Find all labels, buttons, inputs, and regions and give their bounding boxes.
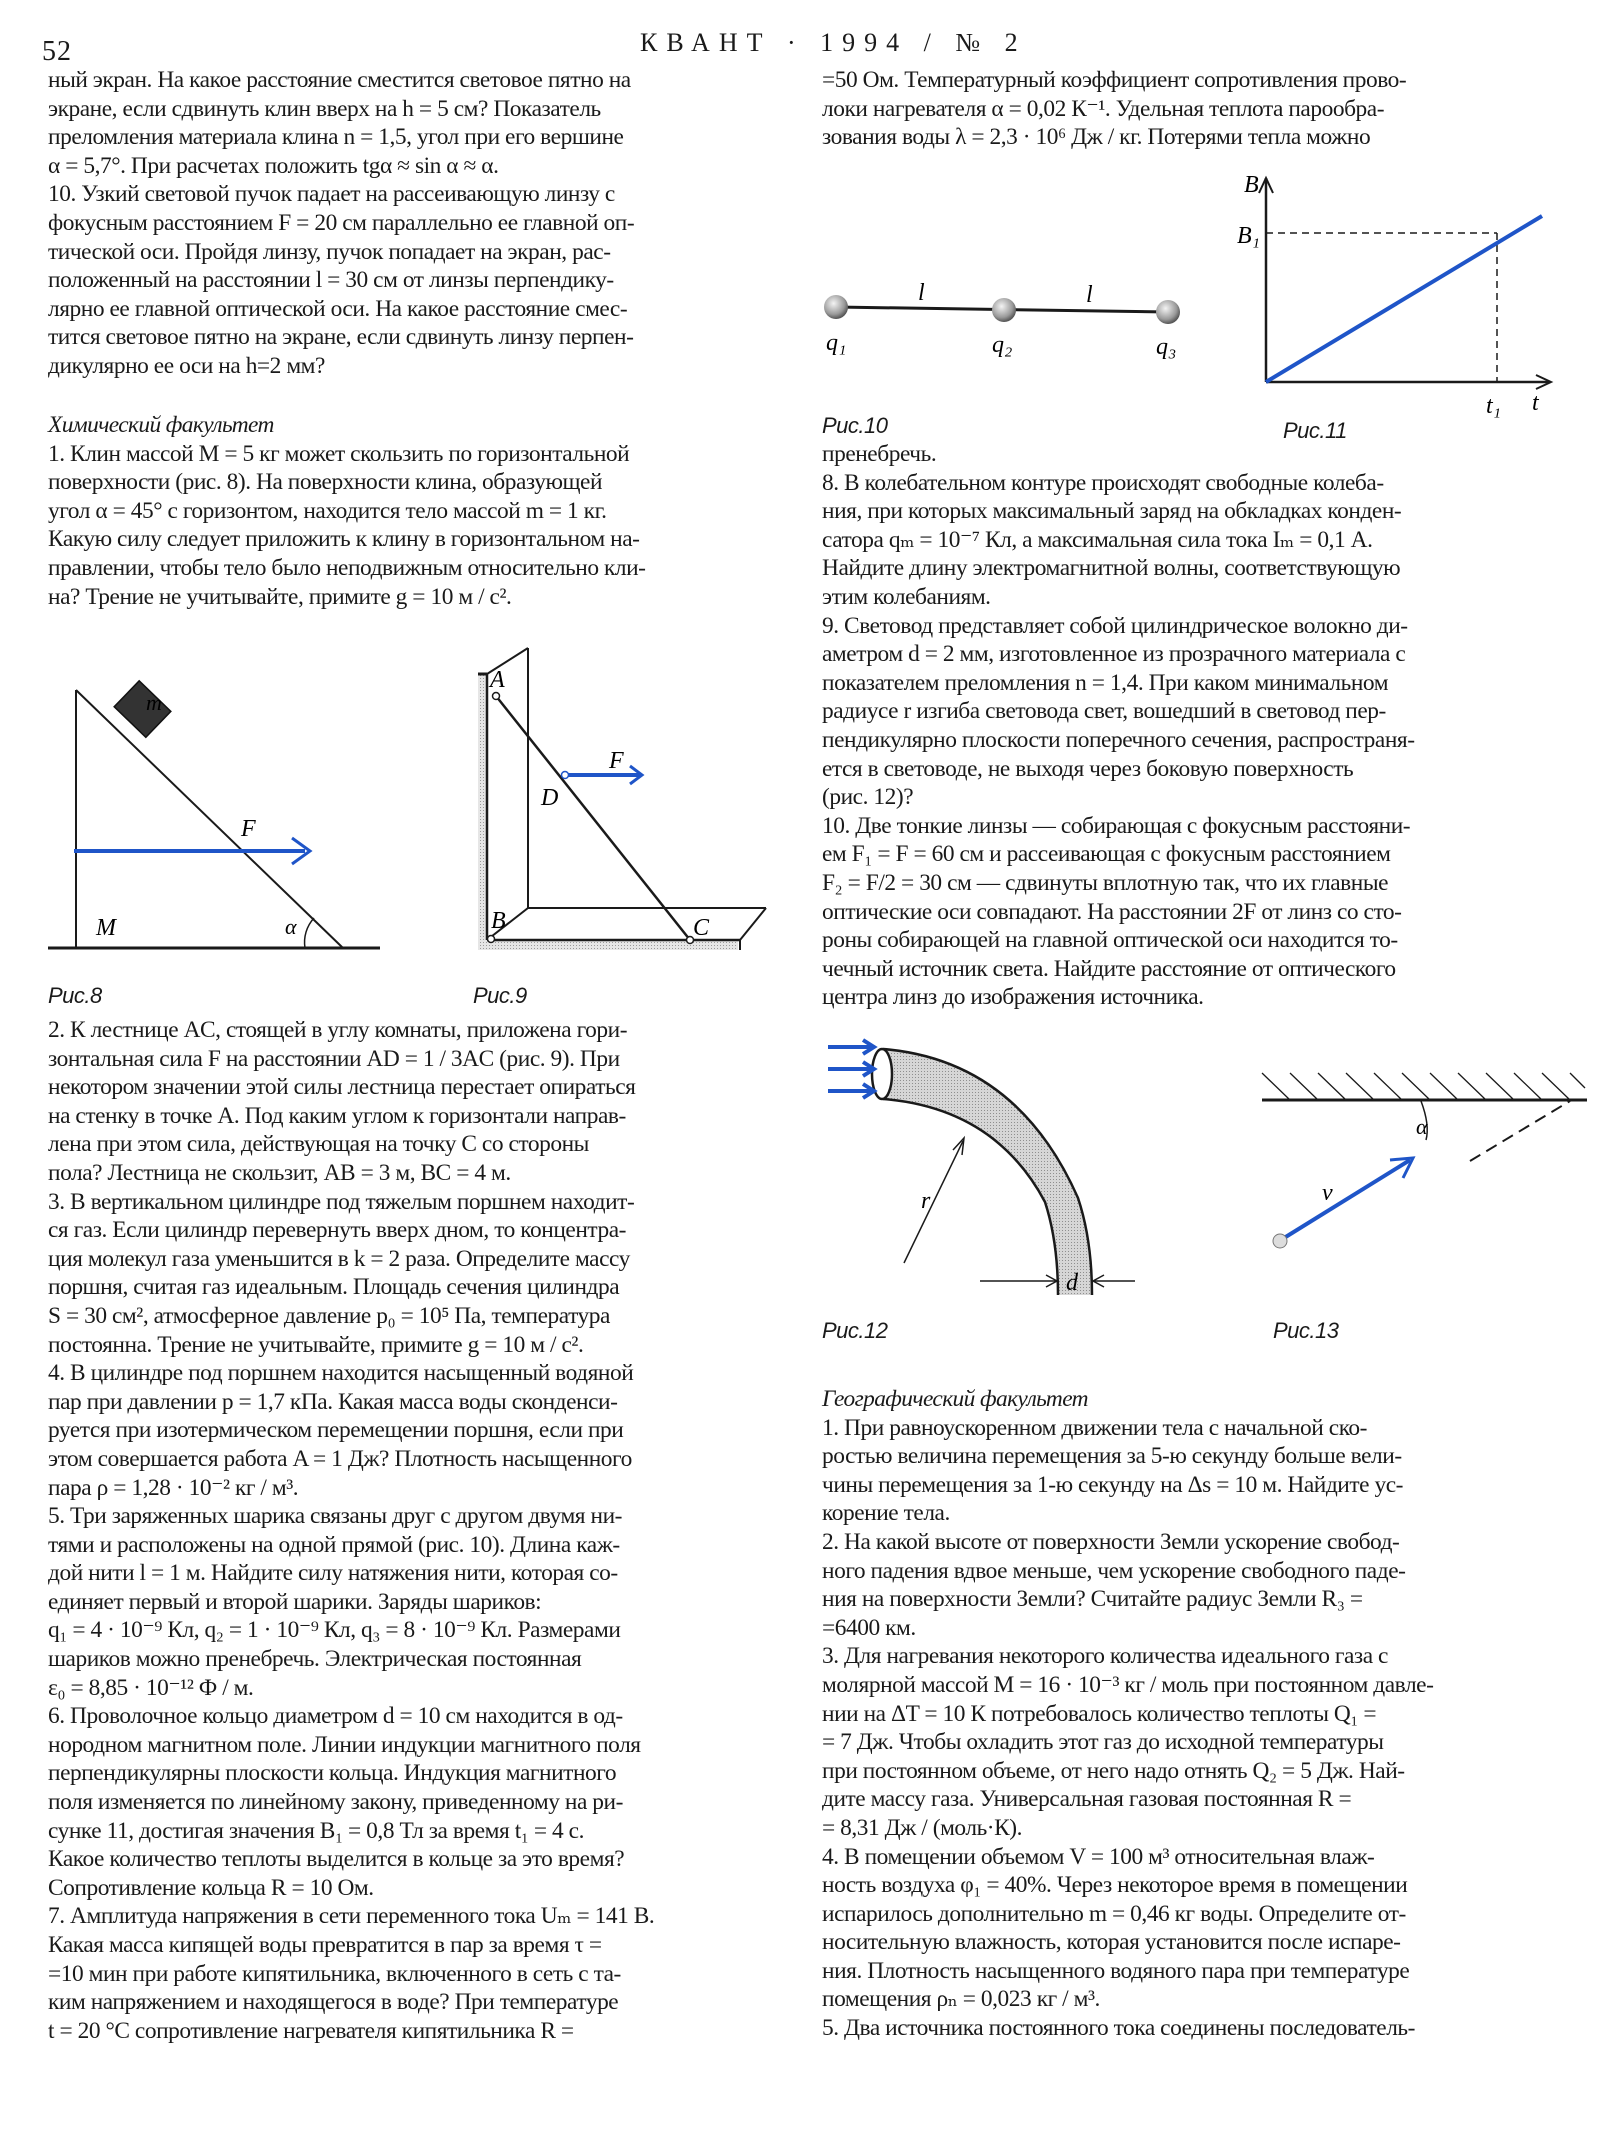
text-line: t = 20 °С сопротивление нагревателя кипятильника R =	[48, 2017, 574, 2044]
text-line: некотором значении этой силы лестница перестает опираться	[48, 1074, 636, 1101]
text-line: тической оси. Пройдя линзу, пучок попадает на экран, рас-	[48, 238, 611, 265]
text-line: Какую силу следует приложить к клину в горизонтальном на-	[48, 526, 640, 553]
text-line: пар при давлении p = 1,7 кПа. Какая масса воды сконденси-	[48, 1388, 618, 1415]
y-axis-label: B	[1244, 172, 1259, 198]
charge-label-q2: q₂	[992, 332, 1013, 358]
figure-12-light-guide	[815, 1030, 1115, 1300]
figure-13-ball-wall	[1255, 1060, 1600, 1260]
text-line: ростью величина перемещения за 5-ю секунду больше вели-	[822, 1443, 1402, 1470]
text-line: центра линз до изображения источника.	[822, 984, 1204, 1011]
text-line: лена при этом сила, действующая на точку C со стороны	[48, 1131, 589, 1158]
text-line: = 7 Дж. Чтобы охладить этот газ до исходной температуры	[822, 1729, 1384, 1756]
text-line: фокусным расстоянием F = 20 см параллельно ее главной оп-	[48, 209, 635, 236]
velocity-label: v	[1322, 1180, 1333, 1206]
text-line: ния. Плотность насыщенного водяного пара при температуре	[822, 1957, 1410, 1984]
diameter-label: d	[1066, 1270, 1078, 1296]
text-line: поля изменяется по линейному закону, приведенному на ри-	[48, 1789, 623, 1816]
text-line: положенный на расстоянии l = 30 см от линзы перпендику-	[48, 267, 614, 294]
text-line: шариков можно пренебречь. Электрическая постоянная	[48, 1646, 582, 1673]
text-line: пара ρ = 1,28 · 10⁻² кг / м³.	[48, 1474, 299, 1501]
text-line: α = 5,7°. При расчетах положить tgα ≈ sin α ≈ α.	[48, 152, 499, 179]
text-line: Какая масса кипящей воды превратится в пар за время τ =	[48, 1932, 602, 1958]
text-line: лярно ее главной оптической оси. На какое расстояние смес-	[48, 295, 628, 322]
text-line: пренебречь.	[822, 441, 937, 467]
text-line: 4. В цилиндре под поршнем находится насыщенный водяной	[48, 1360, 634, 1387]
left-column-block-2	[48, 411, 780, 611]
angle-label: α	[285, 914, 297, 939]
text-line: =6400 км.	[822, 1614, 916, 1641]
text-line: ния, при которых максимальный заряд на обкладках конден-	[822, 498, 1402, 525]
text-line: показателем преломления n = 1,4. При каком минимальном	[822, 669, 1389, 696]
text-line: тится световое пятно на экране, если сдвинуть линзу перпен-	[48, 324, 634, 351]
left-column-block-1	[48, 66, 780, 381]
text-line: ния на поверхности Земли? Считайте радиус Земли R₃ =	[822, 1586, 1363, 1613]
point-d-label: D	[541, 785, 559, 811]
length-label-2: l	[1086, 282, 1093, 308]
text-line: тями и расположены на одной прямой (рис. 10). Длина каж-	[48, 1531, 620, 1558]
x-mark-label: t₁	[1486, 393, 1502, 419]
page-number: 52	[42, 36, 72, 67]
figure-11-b-vs-t-graph	[1230, 165, 1590, 420]
text-line: аметром d = 2 мм, изготовленное из прозрачного материала с	[822, 641, 1406, 668]
text-line: испарилось дополнительно m = 0,46 кг воды. Определите от-	[822, 1900, 1406, 1927]
figure-8-wedge	[0, 640, 400, 980]
text-line: (рис. 12)?	[822, 784, 914, 811]
text-line: 1. Клин массой M = 5 кг может скользить по горизонтальной	[48, 440, 630, 467]
point-a-label: A	[490, 667, 505, 693]
text-line: на стенку в точке A. Под каким углом к горизонтали направ-	[48, 1102, 626, 1129]
text-line: 3. Для нагревания некоторого количества идеального газа с	[822, 1643, 1388, 1670]
text-line: Какое количество теплоты выделится в кольце за это время?	[48, 1846, 625, 1873]
text-line: нородном магнитном поле. Линии индукции магнитного поля	[48, 1731, 641, 1758]
charge-label-q3: q₃	[1156, 334, 1177, 360]
point-b-label: B	[491, 908, 506, 934]
text-line: этом совершается работа A = 1 Дж? Плотность насыщенного	[48, 1445, 632, 1472]
text-line: ного падения вдвое меньше, чем ускорение свободного паде-	[822, 1557, 1406, 1584]
text-line: ем F₁ = F = 60 см и рассеивающая с фокусным расстоянием	[822, 841, 1391, 868]
text-line: 4. В помещении объемом V = 100 м³ относительная влаж-	[822, 1843, 1375, 1870]
text-line: чины перемещения за 1-ю секунду на Δs = 10 м. Найдите ус-	[822, 1471, 1403, 1498]
text-line: ким напряжением и находящегося в воде? При температуре	[48, 1989, 619, 2016]
charge-label-q1: q₁	[826, 330, 847, 356]
text-line: молярной массой M = 16 · 10⁻³ кг / моль при постоянном давле-	[822, 1671, 1434, 1698]
text-line: зования воды λ = 2,3 · 10⁶ Дж / кг. Потерями тепла можно	[822, 124, 1371, 151]
text-line: угол α = 45° с горизонтом, находится тело массой m = 1 кг.	[48, 497, 607, 524]
text-line: пола? Лестница не скользит, AB = 3 м, BC = 4 м.	[48, 1159, 511, 1186]
text-line: поршня, считая газ идеальным. Площадь сечения цилиндра	[48, 1274, 620, 1301]
text-line: Сопротивление кольца R = 10 Ом.	[48, 1874, 374, 1901]
text-line: F₂ = F/2 = 30 см — сдвинуты вплотную так, что их главные	[822, 869, 1389, 896]
text-line: дикулярно ее оси на h=2 мм?	[48, 352, 325, 379]
text-line: 1. При равноускоренном движении тела с начальной ско-	[822, 1414, 1368, 1441]
left-column-block-3	[48, 1016, 780, 2045]
section-heading-geography: Географический факультет	[822, 1386, 1088, 1412]
text-line: экране, если сдвинуть клин вверх на h = 5 см? Показатель	[48, 95, 601, 122]
figure-13-caption: Рис.13	[1273, 1318, 1339, 1343]
text-line: чечный источник света. Найдите расстояние от оптического	[822, 955, 1396, 982]
text-line: ется в световоде, не выходя через боковую поверхность	[822, 755, 1354, 782]
text-line: ε₀ = 8,85 · 10⁻¹² Ф / м.	[48, 1674, 254, 1701]
text-line: перпендикулярны плоскости кольца. Индукция магнитного	[48, 1760, 617, 1787]
text-line: поверхности (рис. 8). На поверхности клина, образующей	[48, 469, 603, 496]
text-line: дой нити l = 1 м. Найдите силу натяжения нити, которая со-	[48, 1560, 618, 1587]
text-line: помещения ρₙ = 0,023 кг / м³.	[822, 1986, 1100, 2013]
figure-9-caption: Рис.9	[473, 983, 527, 1008]
text-line: сунке 11, достигая значения B₁ = 0,8 Тл за время t₁ = 4 с.	[48, 1817, 584, 1844]
figure-8-caption: Рис.8	[48, 983, 102, 1008]
text-line: ция молекул газа уменьшится в k = 2 раза. Определите массу	[48, 1245, 630, 1272]
text-line: 8. В колебательном контуре происходят свободные колеба-	[822, 469, 1384, 496]
text-line: q₁ = 4 · 10⁻⁹ Кл, q₂ = 1 · 10⁻⁹ Кл, q₃ = 8 · 10⁻⁹ Кл. Размерами	[48, 1617, 621, 1644]
text-line: на? Трение не учитывайте, примите g = 10 м / с².	[48, 583, 512, 610]
text-line: оптические оси совпадают. На расстоянии 2F от линз со сто-	[822, 898, 1402, 925]
text-line: ность воздуха φ₁ = 40%. Через некоторое время в помещении	[822, 1872, 1408, 1899]
text-line: локи нагревателя α = 0,02 К⁻¹. Удельная теплота парообра-	[822, 95, 1385, 122]
text-line: этим колебаниям.	[822, 583, 991, 610]
text-line: нии на ΔT = 10 К потребовалось количество теплоты Q₁ =	[822, 1700, 1377, 1727]
page-header	[0, 24, 1600, 67]
length-label-1: l	[918, 280, 925, 306]
force-label: F	[241, 816, 256, 842]
text-line: пендикулярно плоскости поперечного сечения, распространя-	[822, 726, 1415, 753]
text-line: 6. Проволочное кольцо диаметром d = 10 см находится в од-	[48, 1703, 623, 1730]
text-line: Найдите длину электромагнитной волны, соответствующую	[822, 555, 1401, 582]
text-line: =50 Ом. Температурный коэффициент сопротивления прово-	[822, 67, 1407, 93]
text-line: роны собирающей на главной оптической оси находится то-	[822, 927, 1398, 954]
text-line: 10. Две тонкие линзы — собирающая с фокусным расстояни-	[822, 812, 1411, 839]
figure-9-ladder	[470, 640, 800, 970]
figure-12-caption: Рис.12	[822, 1318, 888, 1343]
radius-label: r	[921, 1188, 931, 1214]
text-line: при постоянном объеме, от него надо отнять Q₂ = 5 Дж. Най-	[822, 1757, 1405, 1784]
text-line: 9. Световод представляет собой цилиндрическое волокно ди-	[822, 612, 1408, 639]
text-line: S = 30 см², атмосферное давление p₀ = 10⁵ Па, температура	[48, 1302, 610, 1329]
y-mark-label: B₁	[1237, 223, 1261, 249]
text-line: 5. Два источника постоянного тока соединены последователь-	[822, 2015, 1415, 2042]
wedge-mass-label: M	[96, 915, 116, 941]
figure-10-charged-balls	[820, 270, 1200, 370]
point-c-label: C	[693, 915, 710, 941]
right-column-block-2	[822, 440, 1567, 1012]
right-column-block-3	[822, 1385, 1567, 2043]
text-line: =10 мин при работе кипятильника, включенного в сеть с та-	[48, 1960, 621, 1987]
figure-11-caption: Рис.11	[1283, 418, 1347, 443]
right-column-block-1	[822, 66, 1567, 152]
text-line: 3. В вертикальном цилиндре под тяжелым поршнем находит-	[48, 1188, 635, 1215]
x-axis-label: t	[1532, 390, 1539, 416]
text-line: 2. К лестнице AC, стоящей в углу комнаты, приложена гори-	[48, 1017, 628, 1043]
text-line: зонтальная сила F на расстоянии AD = 1 / 3AC (рис. 9). При	[48, 1045, 620, 1072]
text-line: постоянна. Трение не учитывайте, примите g = 10 м / с².	[48, 1331, 584, 1358]
text-line: дите массу газа. Универсальная газовая постоянная R =	[822, 1786, 1352, 1813]
text-line: корение тела.	[822, 1500, 950, 1527]
running-title: КВАНТ · 1994 / № 2	[640, 28, 1027, 57]
text-line: преломления материала клина n = 1,5, угол при его вершине	[48, 124, 624, 151]
text-line: руется при изотермическом перемещении поршня, если при	[48, 1417, 624, 1444]
text-line: ный экран. На какое расстояние сместится световое пятно на	[48, 67, 631, 93]
text-line: 2. На какой высоте от поверхности Земли ускорение свобод-	[822, 1528, 1400, 1555]
section-heading-chemistry: Химический факультет	[48, 412, 274, 438]
force-label: F	[609, 748, 624, 774]
text-line: 10. Узкий световой пучок падает на рассеивающую линзу с	[48, 181, 615, 208]
text-line: единяет первый и второй шарики. Заряды шариков:	[48, 1588, 542, 1615]
mass-label: m	[146, 690, 162, 715]
text-line: 5. Три заряженных шарика связаны друг с другом двумя ни-	[48, 1503, 622, 1530]
text-line: 7. Амплитуда напряжения в сети переменного тока Uₘ = 141 В.	[48, 1903, 655, 1930]
text-line: = 8,31 Дж / (моль·К).	[822, 1814, 1023, 1841]
figure-10-caption: Рис.10	[822, 413, 888, 438]
text-line: сатора qₘ = 10⁻⁷ Кл, а максимальная сила тока Iₘ = 0,1 А.	[822, 526, 1373, 553]
angle-label: α	[1416, 1114, 1428, 1139]
text-line: носительную влажность, которая установится после испаре-	[822, 1929, 1401, 1956]
text-line: ся газ. Если цилиндр перевернуть вверх дном, то концентра-	[48, 1217, 626, 1244]
text-line: правлении, чтобы тело было неподвижным относительно кли-	[48, 554, 646, 581]
text-line: радиусе r изгиба световода свет, вошедший в световод пер-	[822, 698, 1386, 725]
